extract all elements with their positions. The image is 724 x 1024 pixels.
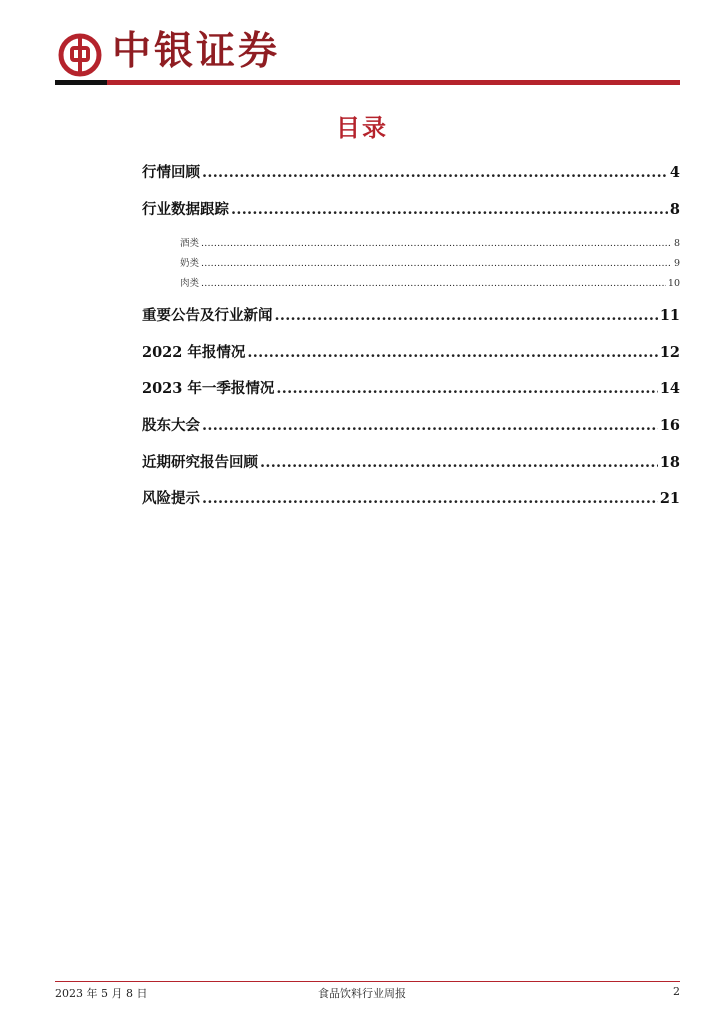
toc-entry-industry-data[interactable] — [142, 198, 680, 219]
toc-entry-recent-research[interactable] — [142, 451, 680, 472]
footer-page-number: 2 — [673, 985, 680, 998]
toc-title: 目录 — [336, 114, 388, 142]
leader-dots — [201, 278, 666, 289]
footer-date: 2023 年 5 月 8 日 — [55, 987, 148, 1000]
leader-dots — [202, 164, 668, 181]
toc-entry-page: 14 — [659, 380, 680, 397]
toc-entry-page: 8 — [673, 238, 680, 249]
toc-entry-page: 10 — [667, 278, 680, 289]
toc-entry-label: 奶类 — [180, 258, 200, 269]
leader-dots — [247, 344, 657, 361]
toc-entry-page: 18 — [659, 454, 680, 471]
toc-entry-label: 股东大会 — [142, 417, 200, 434]
toc-entry-label: 酒类 — [180, 238, 200, 249]
toc-entry-shareholder-meetings[interactable] — [142, 414, 680, 435]
toc-entry-2023-q1-report[interactable] — [142, 377, 680, 398]
toc-entry-liquor[interactable] — [180, 235, 680, 249]
toc-entry-dairy[interactable] — [180, 255, 680, 269]
toc-entry-meat[interactable] — [180, 275, 680, 289]
toc-entry-risk-warning[interactable] — [142, 487, 680, 508]
toc-entry-page: 16 — [659, 417, 680, 434]
leader-dots — [260, 454, 658, 471]
toc-entry-page: 9 — [673, 258, 680, 269]
leader-dots — [201, 238, 672, 249]
toc-entry-label: 风险提示 — [142, 490, 200, 507]
leader-dots — [276, 380, 657, 397]
toc-entry-label: 行情回顾 — [142, 164, 200, 181]
toc-entry-page: 11 — [659, 307, 680, 324]
toc-entry-label: 肉类 — [180, 278, 200, 289]
leader-dots — [202, 417, 658, 434]
brand-name: 中银证券 — [112, 29, 281, 74]
toc-entry-label: 2023 年一季报情况 — [142, 380, 275, 397]
leader-dots — [202, 490, 658, 507]
toc-entry-market-review[interactable] — [142, 161, 680, 182]
toc-entry-announcements-news[interactable] — [142, 304, 680, 325]
toc-entry-label: 行业数据跟踪 — [142, 201, 229, 218]
toc-entry-page: 12 — [659, 344, 680, 361]
toc-entry-label: 近期研究报告回顾 — [142, 454, 258, 471]
header-rule-red — [107, 80, 680, 85]
bank-of-china-logo-icon — [58, 33, 102, 77]
toc-entry-label: 重要公告及行业新闻 — [142, 307, 273, 324]
toc-entry-2022-annual-report[interactable] — [142, 341, 680, 362]
toc-entry-page: 21 — [659, 490, 680, 507]
footer-rule — [55, 981, 680, 982]
toc-entry-label: 2022 年报情况 — [142, 344, 246, 361]
header-rule-black — [55, 80, 107, 85]
footer-report-name: 食品饮料行业周报 — [318, 987, 406, 1000]
toc-entry-page: 8 — [669, 201, 680, 218]
page-header — [0, 0, 724, 90]
leader-dots — [275, 307, 658, 324]
toc-entry-page: 4 — [669, 164, 680, 181]
leader-dots — [201, 258, 672, 269]
leader-dots — [231, 201, 668, 218]
